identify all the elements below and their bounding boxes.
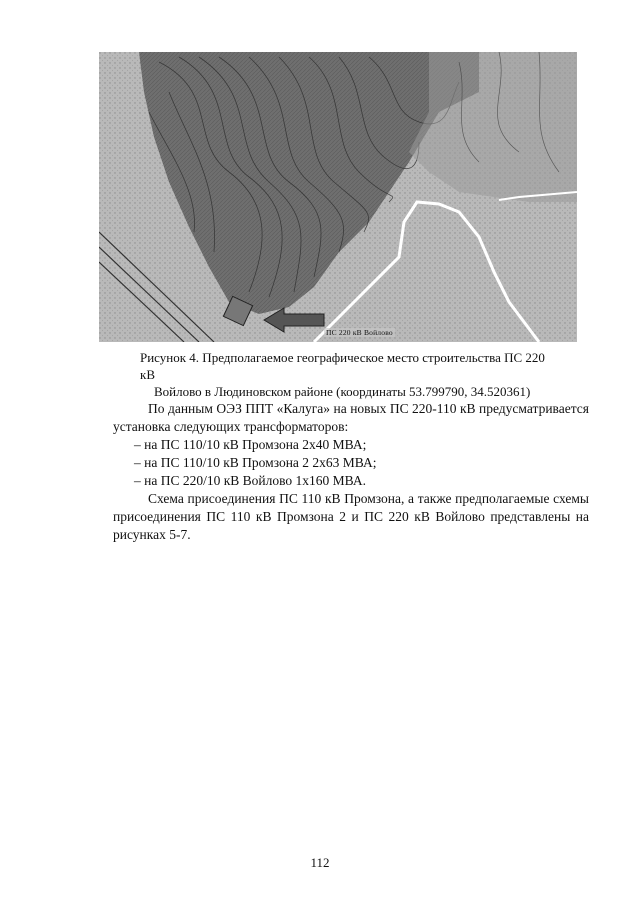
body-text [113,400,589,544]
caption-line-1: Рисунок 4. Предполагаемое географическое место строительства ПС 220 кВ [140,350,545,382]
topographic-map [99,52,577,342]
caption-line-2: Войлово в Людиновском районе (координаты 53.799790, 34.520361) [154,384,531,399]
paragraph-2: Схема присоединения ПС 110 кВ Промзона, а также предполагаемые схемы присоединения ПС 110 кВ Промзона 2 и ПС 220 кВ Войлово представлены на рисунках 5-7. [113,491,589,542]
page-number: 112 [310,855,330,870]
list-item: – на ПС 220/10 кВ Войлово 1х160 МВА. [134,473,366,488]
map-label: ПС 220 кВ Войлово [326,328,393,337]
figure-caption [140,349,560,400]
list-item: – на ПС 110/10 кВ Промзона 2 2х63 МВА; [134,455,377,470]
paragraph-1: По данным ОЭЗ ППТ «Калуга» на новых ПС 220-110 кВ предусматривается установка следующих трансформаторов: [113,401,589,434]
map-figure [99,52,577,342]
list-item: – на ПС 110/10 кВ Промзона 2х40 МВА; [134,437,367,452]
